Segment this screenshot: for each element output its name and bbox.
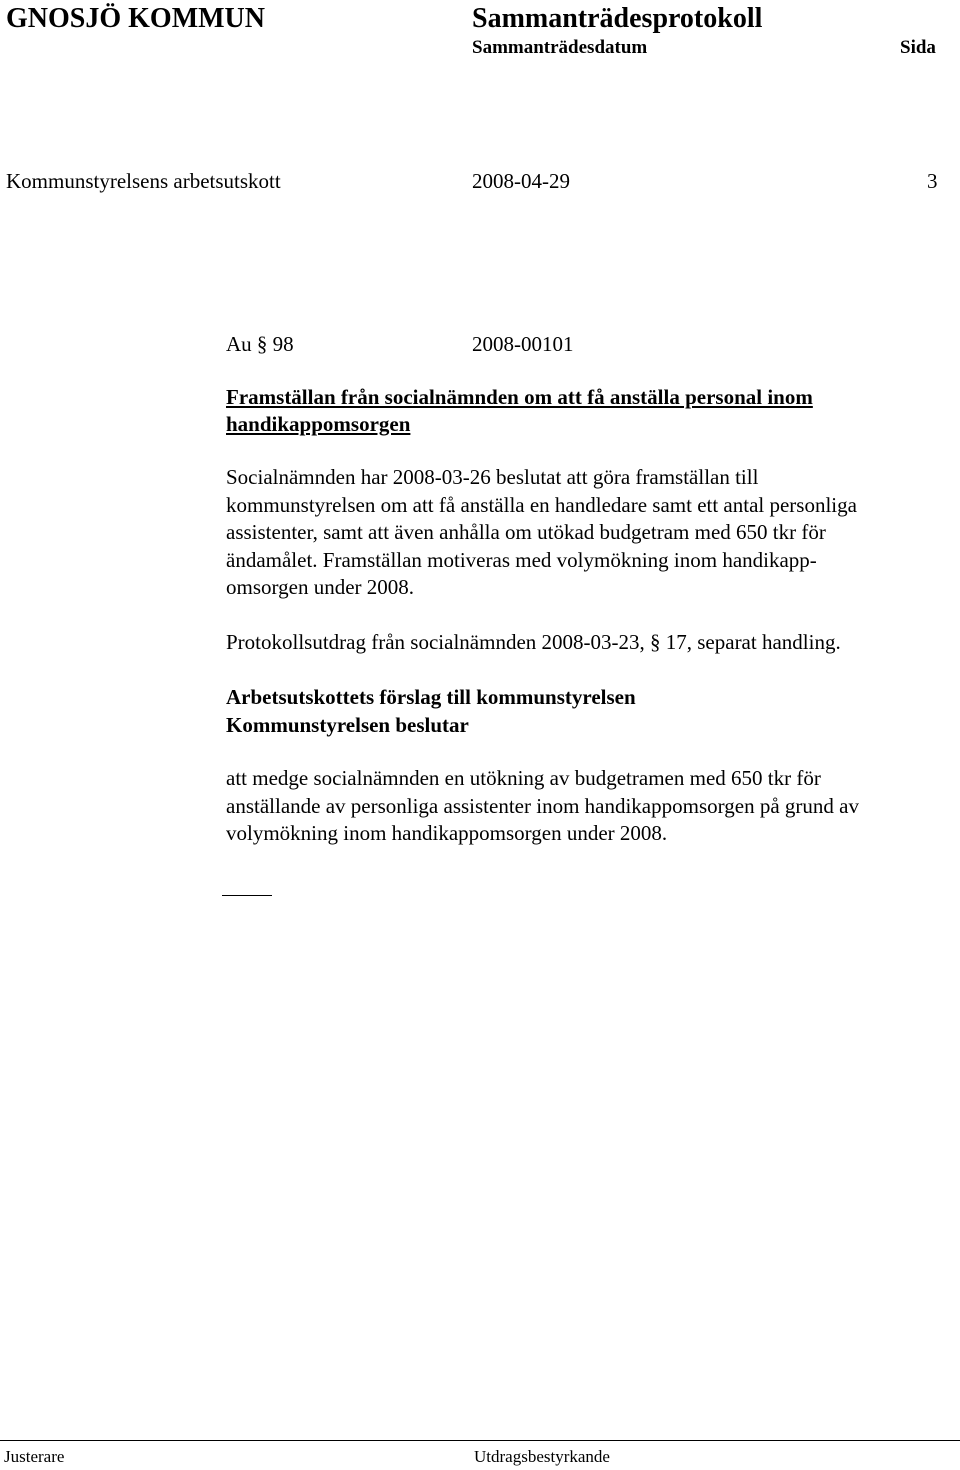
item-title [226, 384, 946, 438]
proposal-heading: Arbetsutskottets förslag till kommunstyrelsen [226, 685, 636, 709]
paragraph-line: ändamålet. Framställan motiveras med volymökning inom handikapp- [226, 547, 817, 572]
page-number: 3 [927, 169, 938, 193]
paragraph-line: Socialnämnden har 2008-03-26 beslutat att göra framställan till [226, 465, 759, 489]
page-label: Sida [900, 37, 936, 58]
document-type: Sammanträdesprotokoll [472, 3, 763, 34]
main-paragraph [226, 464, 946, 602]
decision-text [226, 765, 946, 848]
footer-rule [0, 1440, 960, 1441]
footer-justerare-label: Justerare [4, 1447, 65, 1466]
decision-line: att medge socialnämnden en utökning av budgetramen med 650 tkr för [226, 766, 821, 790]
decision-line: anställande av personliga assistenter inom handikappomsorgen på grund av [226, 793, 859, 818]
decision-heading: Kommunstyrelsen beslutar [226, 713, 469, 737]
decision-line: volymökning inom handikappomsorgen under 2008. [226, 821, 668, 845]
reference-paragraph [226, 629, 946, 657]
municipality-name: GNOSJÖ KOMMUN [6, 3, 265, 34]
body-name: Kommunstyrelsens arbetsutskott [6, 169, 281, 193]
paragraph-line: kommunstyrelsen om att få anställa en handledare samt ett antal personliga [226, 492, 857, 517]
section-id: Au § 98 [226, 332, 294, 356]
proposal-headings [226, 683, 946, 739]
title-line: handikappomsorgen [226, 412, 411, 436]
title-line: Framställan från socialnämnden om att få anställa personal inom [226, 385, 813, 409]
end-of-item-rule [222, 895, 272, 896]
case-number: 2008-00101 [472, 332, 574, 356]
meeting-date: 2008-04-29 [472, 169, 570, 193]
footer-utdragsbestyrkande-label: Utdragsbestyrkande [474, 1447, 610, 1466]
paragraph-line: assistenter, samt att även anhålla om utökad budgetram med 650 tkr för [226, 520, 826, 544]
meeting-date-label: Sammanträdesdatum [472, 37, 648, 58]
paragraph-line: omsorgen under 2008. [226, 575, 415, 599]
reference-line: Protokollsutdrag från socialnämnden 2008-03-23, § 17, separat handling. [226, 630, 841, 654]
